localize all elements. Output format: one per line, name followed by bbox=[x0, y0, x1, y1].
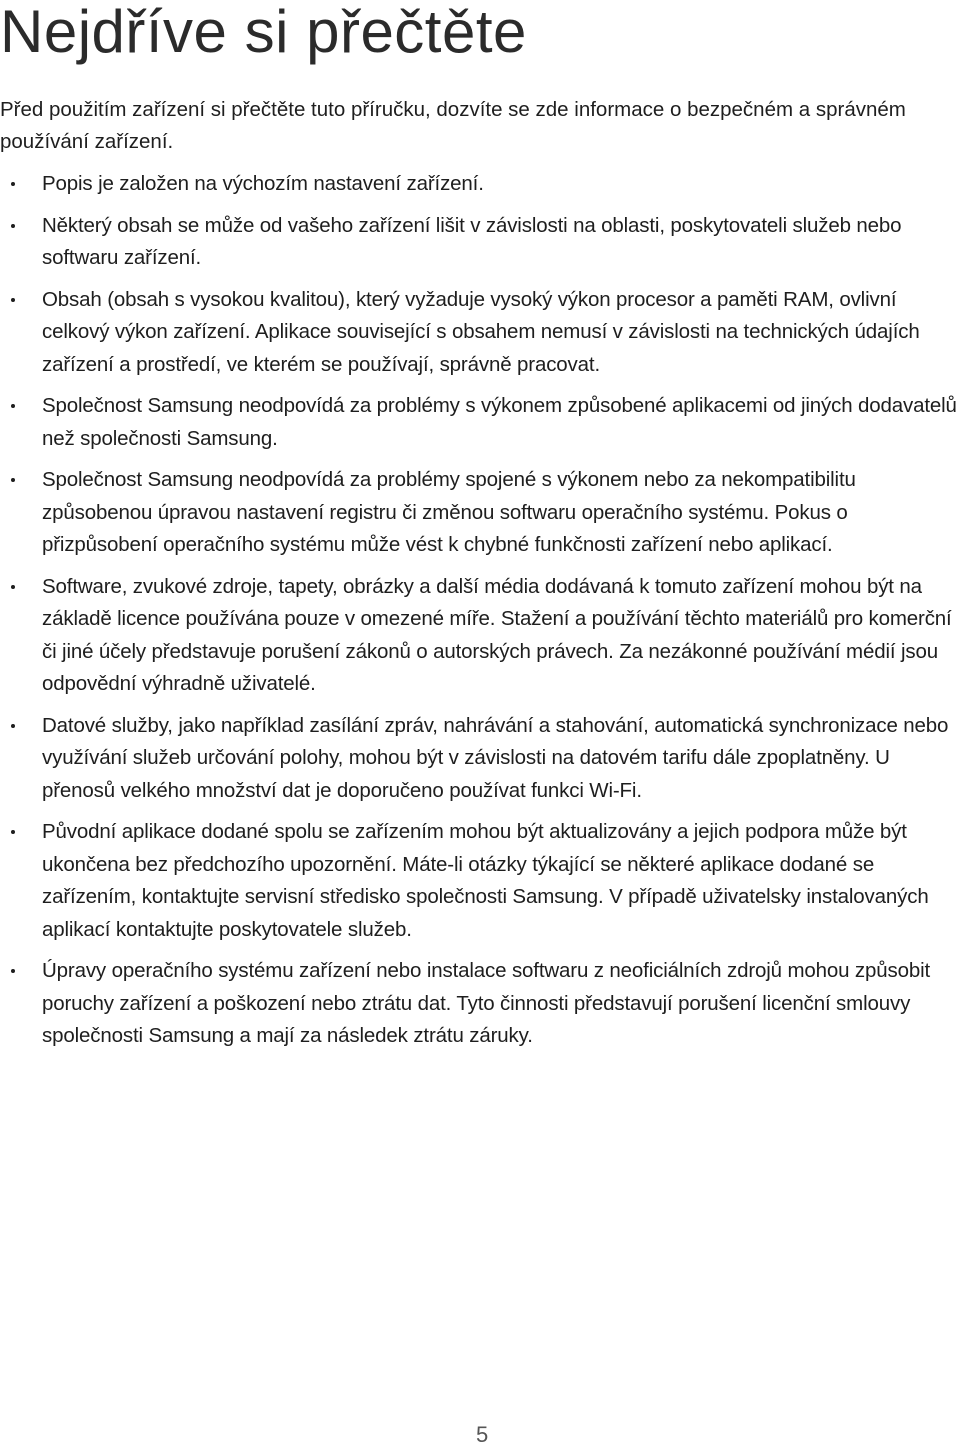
intro-paragraph: Před použitím zařízení si přečtěte tuto příručku, dozvíte se zde informace o bezpečném a správném používání zařízení. bbox=[0, 98, 906, 153]
bullet-list bbox=[0, 168, 960, 1062]
list-item bbox=[0, 390, 960, 455]
list-item bbox=[0, 571, 960, 701]
bullet-icon bbox=[11, 830, 15, 834]
bullet-icon bbox=[11, 478, 15, 482]
bullet-icon bbox=[11, 969, 15, 973]
bullet-icon bbox=[11, 224, 15, 228]
list-item bbox=[0, 710, 960, 808]
bullet-icon bbox=[11, 182, 15, 186]
list-item-text: Software, zvukové zdroje, tapety, obrázky a další média dodávaná k tomuto zařízení mohou být na základě licence používána pouze v omezené míře. Stažení a používání těchto materiálů pro komerční či jiné účely představuje porušení zákonů o autorských právech. Za nezákonné používání médií jsou odpovědní výhradně uživatelé. bbox=[42, 574, 952, 695]
list-item bbox=[0, 955, 960, 1053]
list-item-text: Některý obsah se může od vašeho zařízení lišit v závislosti na oblasti, poskytovateli služeb nebo softwaru zařízení. bbox=[42, 213, 902, 269]
list-item bbox=[0, 816, 960, 946]
list-item-text: Původní aplikace dodané spolu se zařízením mohou být aktualizovány a jejich podpora může být ukončena bez předchozího upozornění. Máte-li otázky týkající se některé aplikace dodané se zařízením, kontaktujte servisní středisko společnosti Samsung. V případě uživatelsky instalovaných aplikací kontaktujte poskytovatele služeb. bbox=[42, 820, 929, 941]
list-item bbox=[0, 284, 960, 382]
page-number: 5 bbox=[476, 1422, 489, 1447]
list-item-text: Popis je založen na výchozím nastavení zařízení. bbox=[42, 172, 484, 195]
bullet-icon bbox=[11, 585, 15, 589]
list-item-text: Společnost Samsung neodpovídá za problémy s výkonem způsobené aplikacemi od jiných dodavatelů než společnosti Samsung. bbox=[42, 394, 957, 450]
list-item bbox=[0, 168, 960, 201]
list-item-text: Společnost Samsung neodpovídá za problémy spojené s výkonem nebo za nekompatibilitu způsobenou úpravou nastavení registru či změnou softwaru operačního systému. Pokus o přizpůsobení operačního systému může vést k chybné funkčnosti zařízení nebo aplikací. bbox=[42, 468, 856, 556]
list-item-text: Datové služby, jako například zasílání zpráv, nahrávání a stahování, automatická synchronizace nebo využívání služeb určování polohy, mohou být v závislosti na datovém tarifu dále zpoplatněny. U přenosů velkého množství dat je doporučeno používat funkci Wi-Fi. bbox=[42, 713, 949, 802]
page-title: Nejdříve si přečtěte bbox=[0, 0, 527, 65]
bullet-icon bbox=[11, 724, 15, 728]
list-item bbox=[0, 210, 960, 275]
list-item-text: Úpravy operačního systému zařízení nebo instalace softwaru z neoficiálních zdrojů mohou způsobit poruchy zařízení a poškození nebo ztrátu dat. Tyto činnosti představují porušení licenční smlouvy společnosti Samsung a mají za následek ztrátu záruky. bbox=[42, 959, 931, 1047]
list-item bbox=[0, 464, 960, 562]
list-item-text: Obsah (obsah s vysokou kvalitou), který vyžaduje vysoký výkon procesor a paměti RAM, ovlivní celkový výkon zařízení. Aplikace související s obsahem nemusí v závislosti na technických údajích zařízení a prostředí, ve kterém se používají, správně pracovat. bbox=[42, 287, 920, 376]
bullet-icon bbox=[11, 404, 15, 408]
bullet-icon bbox=[11, 298, 15, 302]
